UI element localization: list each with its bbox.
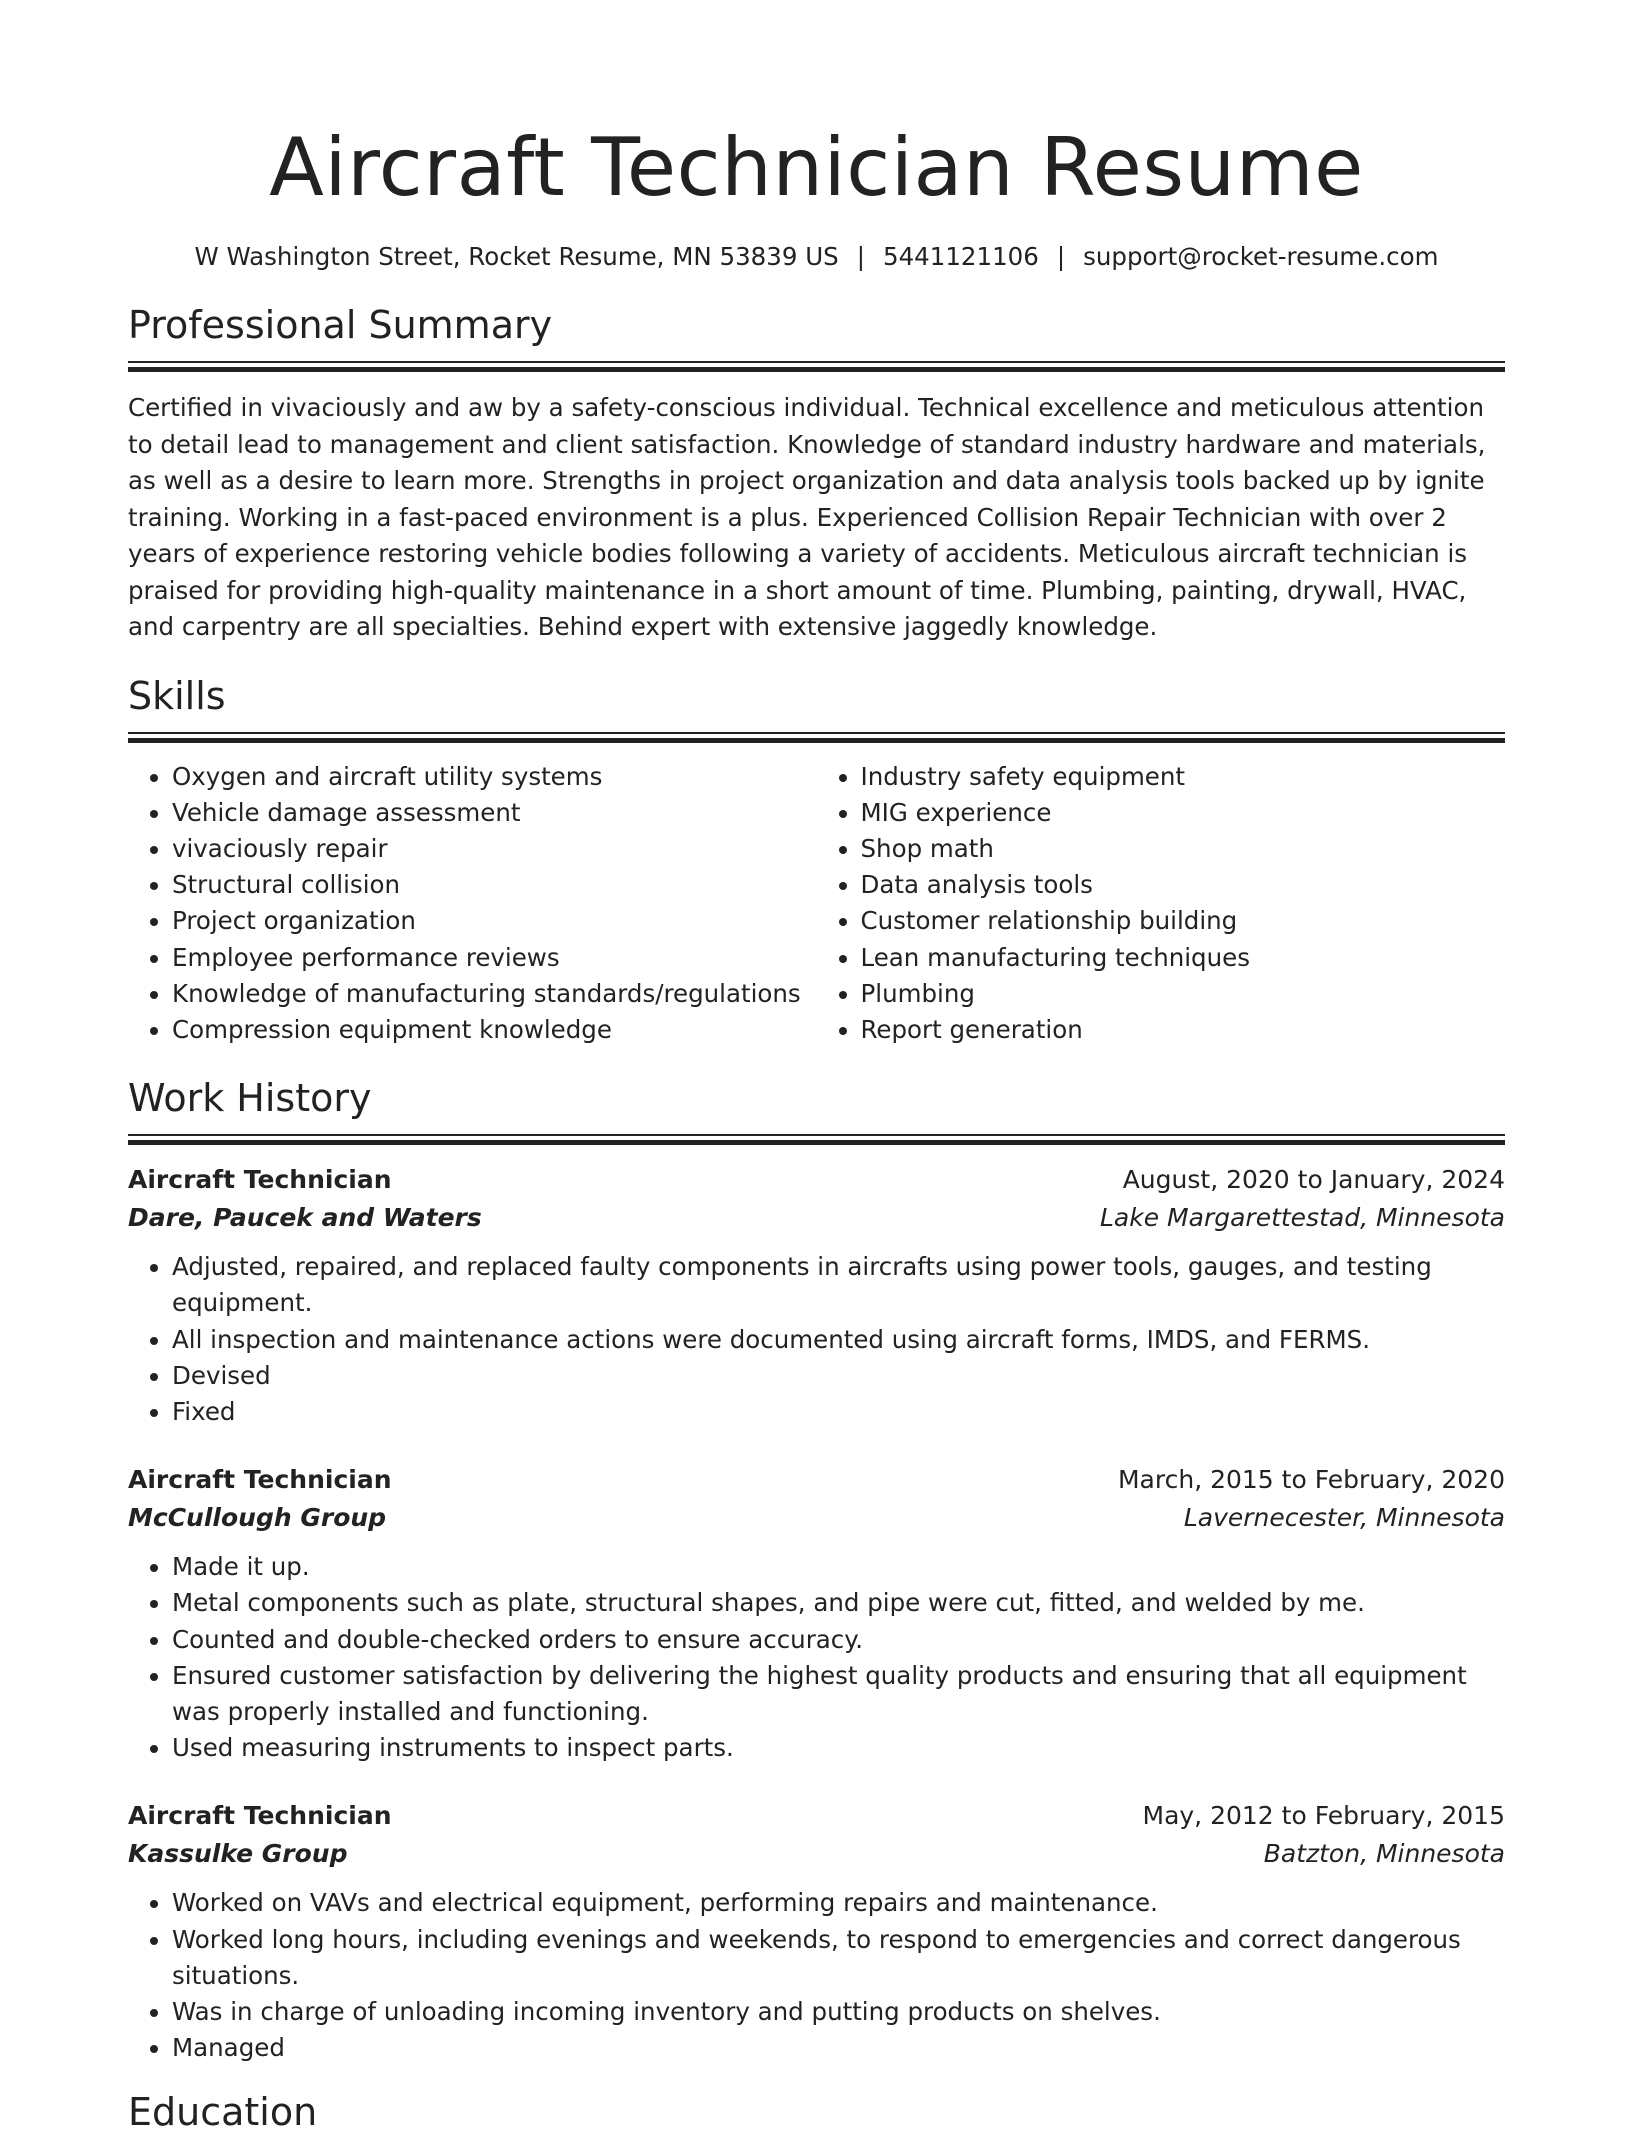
job-location: Lake Margarettestad, Minnesota [1100, 1203, 1505, 1233]
work-history-heading: Work History [128, 1076, 372, 1121]
contact-line [128, 240, 1505, 274]
job-location: Batzton, Minnesota [1263, 1839, 1505, 1869]
skill-item: • Compression equipment knowledge [172, 1012, 817, 1048]
job-bullets [128, 1249, 1505, 1430]
job-entry [128, 1161, 1505, 1430]
job-bullet: • Counted and double-checked orders to ensure accuracy. [172, 1622, 1505, 1658]
skill-item: • Project organization [172, 903, 817, 939]
job-bullets [128, 1885, 1505, 2066]
job-bullet: • All inspection and maintenance actions were documented using aircraft forms, IMDS, and FERMS. [172, 1322, 1505, 1358]
job-title: Aircraft Technician [128, 1165, 392, 1195]
skill-item: • Data analysis tools [861, 867, 1506, 903]
contact-separator: | [856, 242, 865, 271]
summary-section [128, 301, 1505, 646]
skill-item: • Vehicle damage assessment [172, 795, 817, 831]
job-title: Aircraft Technician [128, 1465, 392, 1495]
skill-item: • Knowledge of manufacturing standards/regulations [172, 976, 817, 1012]
job-header [128, 1797, 1505, 1835]
summary-heading: Professional Summary [128, 303, 553, 347]
job-dates: May, 2012 to February, 2015 [1142, 1801, 1505, 1831]
job-bullet: • Managed [172, 2030, 1505, 2066]
skill-item: • Shop math [861, 831, 1506, 867]
skill-item: • Customer relationship building [861, 903, 1506, 939]
job-dates: August, 2020 to January, 2024 [1122, 1165, 1505, 1195]
job-location: Lavernecester, Minnesota [1183, 1503, 1505, 1533]
job-company: McCullough Group [128, 1503, 387, 1533]
education-section [128, 2088, 1505, 2136]
job-subheader [128, 1835, 1505, 1873]
job-subheader [128, 1199, 1505, 1237]
job-bullet: • Ensured customer satisfaction by delivering the highest quality products and ensuring that all equipment was properly installed and functioning. [172, 1658, 1505, 1730]
job-bullet: • Made it up. [172, 1549, 1505, 1585]
job-entry [128, 1797, 1505, 2066]
job-header [128, 1461, 1505, 1499]
job-bullet: • Used measuring instruments to inspect parts. [172, 1730, 1505, 1766]
resume-title: Aircraft Technician Resume [269, 121, 1364, 214]
job-company: Dare, Paucek and Waters [128, 1203, 482, 1233]
job-bullet: • Adjusted, repaired, and replaced faulty components in aircrafts using power tools, gauges, and testing equipment. [172, 1249, 1505, 1321]
work-history-section [128, 1074, 1505, 2066]
job-bullet: • Worked on VAVs and electrical equipment, performing repairs and maintenance. [172, 1885, 1505, 1921]
job-dates: March, 2015 to February, 2020 [1117, 1465, 1505, 1495]
skill-item: • Industry safety equipment [861, 759, 1506, 795]
skill-item: • Oxygen and aircraft utility systems [172, 759, 817, 795]
skills-heading: Skills [128, 673, 226, 718]
skills-list-right [817, 759, 1506, 1049]
job-bullet: • Metal components such as plate, structural shapes, and pipe were cut, fitted, and welded by me. [172, 1585, 1505, 1621]
contact-email: support@rocket-resume.com [1083, 242, 1439, 271]
contact-address: W Washington Street, Rocket Resume, MN 53839 US [194, 242, 839, 271]
skill-item: • Plumbing [861, 976, 1506, 1012]
skill-item: • vivaciously repair [172, 831, 817, 867]
skill-item: • Employee performance reviews [172, 940, 817, 976]
skill-item: • Report generation [861, 1012, 1506, 1048]
skill-item: • Lean manufacturing techniques [861, 940, 1506, 976]
skill-item: • MIG experience [861, 795, 1506, 831]
job-header [128, 1161, 1505, 1199]
job-bullet: • Devised [172, 1358, 1505, 1394]
skills-columns [128, 759, 1505, 1049]
education-heading: Education [128, 2090, 318, 2135]
skills-list-left [128, 759, 817, 1049]
resume-page [128, 0, 1505, 2136]
job-bullet: • Worked long hours, including evenings and weekends, to respond to emergencies and correct dangerous situations. [172, 1922, 1505, 1994]
job-bullets [128, 1549, 1505, 1766]
skill-item: • Structural collision [172, 867, 817, 903]
section-divider [128, 732, 1505, 745]
job-title: Aircraft Technician [128, 1801, 392, 1831]
skills-section [128, 672, 1505, 1049]
job-subheader [128, 1499, 1505, 1537]
summary-text: Certified in vivaciously and aw by a safety-conscious individual. Technical excellence and meticulous attention to detail lead to management and client satisfaction. Knowledge of standard industry hardware and materials, as well as a desire to learn more. Strengths in project organization and data analysis tools backed up by ignite training. Working in a fast-paced environment is a plus. Experienced Collision Repair Technician with over 2 years of experience restoring vehicle bodies following a variety of accidents. Meticulous aircraft technician is praised for providing high-quality maintenance in a short amount of time. Plumbing, painting, drywall, HVAC, and carpentry are all specialties. Behind expert with extensive jaggedly knowledge. [128, 393, 1486, 641]
contact-phone: 5441121106 [882, 242, 1039, 271]
contact-separator: | [1056, 242, 1066, 271]
job-bullet: • Fixed [172, 1394, 1505, 1430]
section-divider [128, 1134, 1505, 1147]
section-divider [128, 361, 1505, 374]
job-entry [128, 1461, 1505, 1766]
job-bullet: • Was in charge of unloading incoming inventory and putting products on shelves. [172, 1994, 1505, 2030]
job-company: Kassulke Group [128, 1839, 348, 1869]
